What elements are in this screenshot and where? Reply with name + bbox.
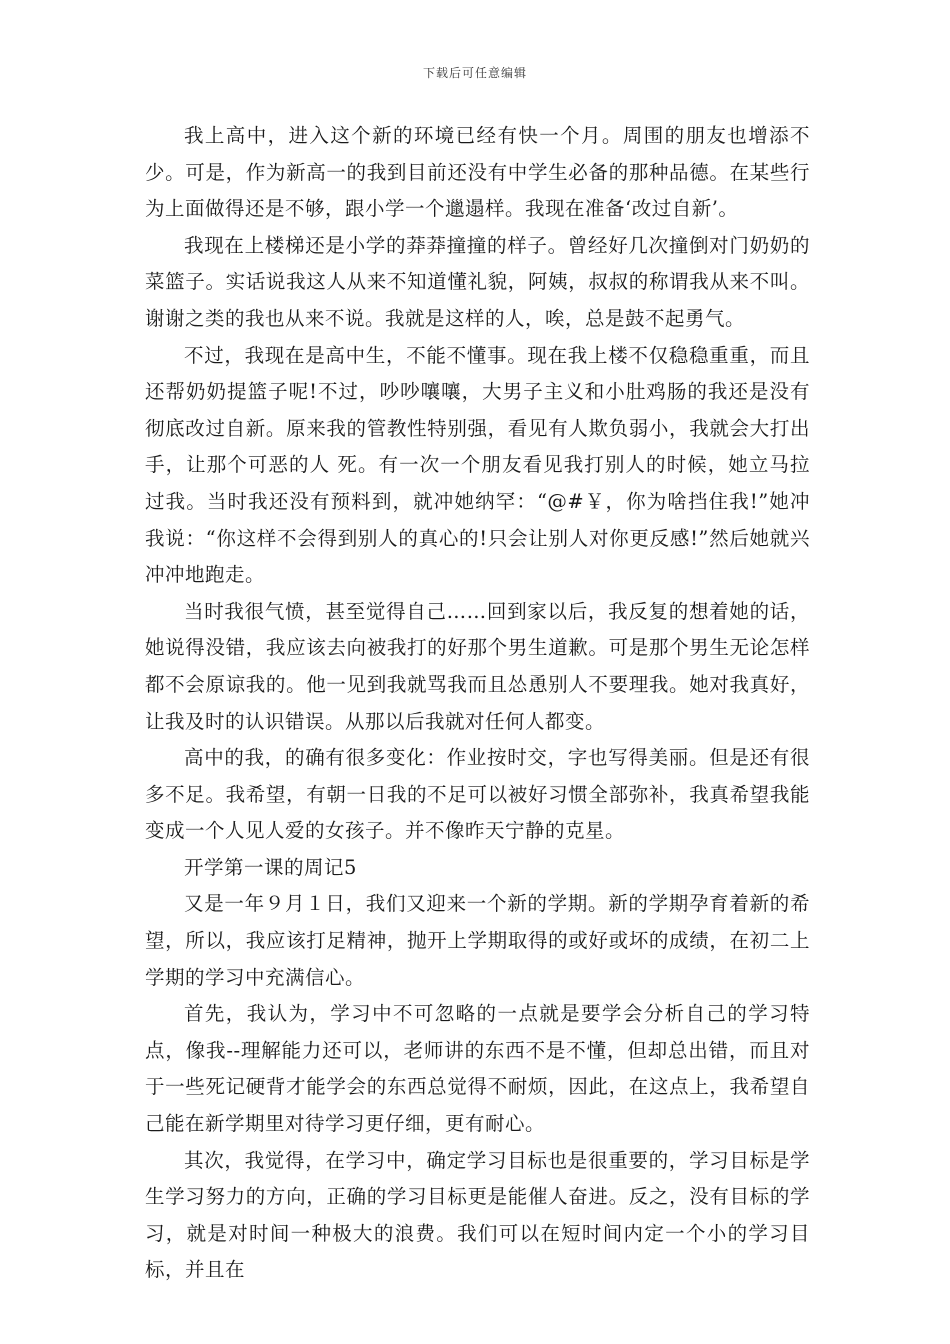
paragraph: 我现在上楼梯还是小学的莽莽撞撞的样子。曾经好几次撞倒对门奶奶的菜篮子。实话说我这人从来不知道懂礼貌，阿姨，叔叔的称谓我从来不叫。谢谢之类的我也从来不说。我就是这样的人，唉，总是鼓不起勇气。 — [145, 233, 810, 330]
paragraph: 首先，我认为，学习中不可忽略的一点就是要学会分析自己的学习特点，像我--理解能力还可以，老师讲的东西不是不懂，但却总出错，而且对于一些死记硬背才能学会的东西总觉得不耐烦，因此，在这点上，我希望自己能在新学期里对待学习更仔细，更有耐心。 — [145, 1002, 810, 1136]
section-heading: 开学第一课的周记5 — [184, 855, 357, 879]
document-body — [145, 118, 810, 1289]
paragraph: 不过，我现在是高中生，不能不懂事。现在我上楼不仅稳稳重重，而且还帮奶奶提篮子呢!不过，吵吵嚷嚷，大男子主义和小肚鸡肠的我还是没有彻底改过自新。原来我的管教性特别强，看见有人欺负弱小，我就会大打出手，让那个可恶的人 死。有一次一个朋友看见我打别人的时候，她立马拉过我。当时我还没有预料到，就冲她纳罕：“@#￥，你为啥挡住我!”她冲我说：“你这样不会得到别人的真心的!只会让别人对你更反感!”然后她就兴冲冲地跑走。 — [145, 343, 810, 587]
page-header-note: 下载后可任意编辑 — [422, 66, 527, 80]
paragraph: 其次，我觉得，在学习中，确定学习目标也是很重要的，学习目标是学生学习努力的方向，正确的学习目标更是能催人奋进。反之，没有目标的学习，就是对时间一种极大的浪费。我们可以在短时间内定一个小的学习目标，并且在 — [145, 1148, 810, 1282]
paragraph: 我上高中，进入这个新的环境已经有快一个月。周围的朋友也增添不少。可是，作为新高一的我到目前还没有中学生必备的那种品德。在某些行为上面做得还是不够，跟小学一个邋遢样。我现在准备‘改过自新’。 — [145, 124, 810, 221]
paragraph: 高中的我，的确有很多变化：作业按时交，字也写得美丽。但是还有很多不足。我希望，有朝一日我的不足可以被好习惯全部弥补，我真希望我能变成一个人见人爱的女孩子。并不像昨天宁静的克星。 — [145, 746, 810, 843]
paragraph: 当时我很气愤，甚至觉得自己……回到家以后，我反复的想着她的话，她说得没错，我应该去向被我打的好那个男生道歉。可是那个男生无论怎样都不会原谅我的。他一见到我就骂我而且怂恿别人不要理我。她对我真好，让我及时的认识错误。从那以后我就对任何人都变。 — [145, 599, 810, 733]
paragraph: 又是一年９月１日，我们又迎来一个新的学期。新的学期孕育着新的希望，所以，我应该打足精神，抛开上学期取得的或好或坏的成绩，在初二上学期的学习中充满信心。 — [145, 892, 810, 989]
